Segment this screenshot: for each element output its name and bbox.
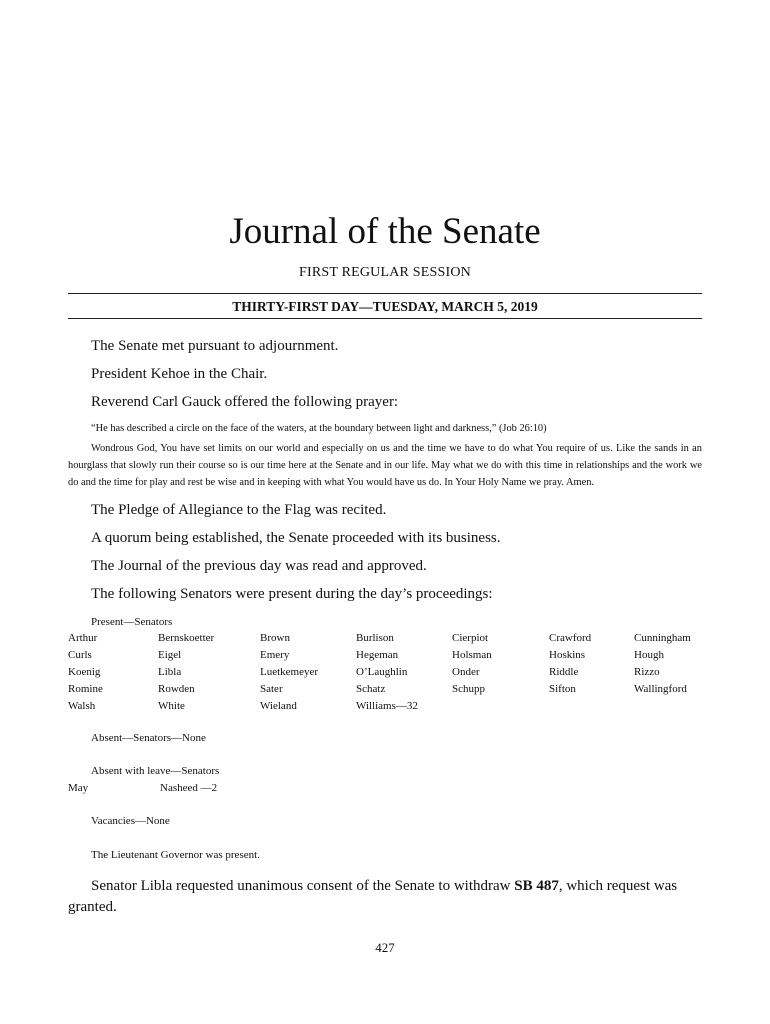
present-senator: Schupp xyxy=(452,683,485,695)
scripture-quote: “He has described a circle on the face of the waters, at the boundary between light and darkness,” (Job 26:10) xyxy=(91,423,547,434)
vacancies-label: Vacancies—None xyxy=(91,815,170,827)
absent-leave-senator: May xyxy=(68,782,89,794)
top-rule xyxy=(68,293,702,294)
withdraw-text-before: Senator Libla requested unanimous consent of the Senate to withdraw xyxy=(91,878,515,894)
day-heading: THIRTY-FIRST DAY—TUESDAY, MARCH 5, 2019 xyxy=(232,299,538,314)
bottom-rule xyxy=(68,318,702,319)
present-senator: Sater xyxy=(260,683,283,695)
prayer-text: Wondrous God, You have set limits on our world and especially on us and the time we have to do what You require of us. Like the sands in an hourglass that slowly run their course so is our time here at the Senate and in our life. May what we do with this time in relationships and the work we do and the time for play and rest be wise and in keeping with what You would have us do. In Your Holy Name we pray. Amen. xyxy=(68,443,702,488)
present-senator: Cunningham xyxy=(634,632,691,644)
present-senator: Burlison xyxy=(356,632,394,644)
absent-label: Absent—Senators—None xyxy=(91,732,206,744)
present-senator: Wallingford xyxy=(634,683,687,695)
present-senator: Eigel xyxy=(158,649,182,661)
present-senator: Libla xyxy=(158,666,182,678)
present-senator: O’Laughlin xyxy=(356,666,408,678)
withdraw-text-after: , which request was granted. xyxy=(68,878,678,915)
present-senator: Hough xyxy=(634,649,664,661)
present-senator: Emery xyxy=(260,649,290,661)
present-intro-paragraph: The following Senators were present during the day’s proceedings: xyxy=(91,586,493,602)
journal-title: Journal of the Senate xyxy=(229,211,541,252)
page-number: 427 xyxy=(375,940,395,955)
present-senator: Walsh xyxy=(68,700,96,712)
session-heading: FIRST REGULAR SESSION xyxy=(299,265,471,280)
present-senator: Arthur xyxy=(68,632,98,644)
present-senator: White xyxy=(158,700,185,712)
journal-approved-paragraph: The Journal of the previous day was read and approved. xyxy=(91,558,427,574)
pledge-paragraph: The Pledge of Allegiance to the Flag was recited. xyxy=(91,502,387,518)
adjournment-paragraph: The Senate met pursuant to adjournment. xyxy=(91,338,339,354)
present-senator: Cierpiot xyxy=(452,632,489,644)
present-senator: Holsman xyxy=(452,649,492,661)
quorum-paragraph: A quorum being established, the Senate proceeded with its business. xyxy=(91,530,501,546)
present-senator: Curls xyxy=(68,649,92,661)
withdraw-paragraph xyxy=(68,876,702,918)
present-senator: Hegeman xyxy=(356,649,399,661)
bill-number: SB 487 xyxy=(514,878,559,894)
present-label: Present—Senators xyxy=(91,616,173,628)
present-senator: Onder xyxy=(452,666,480,678)
prayer-intro-paragraph: Reverend Carl Gauck offered the following prayer: xyxy=(91,394,399,410)
present-senator: Luetkemeyer xyxy=(260,666,319,678)
present-senator: Bernskoetter xyxy=(158,632,215,644)
present-senator: Schatz xyxy=(356,683,386,695)
present-senator: Sifton xyxy=(549,683,576,695)
present-senator: Romine xyxy=(68,683,103,695)
president-paragraph: President Kehoe in the Chair. xyxy=(91,366,268,382)
present-senator: Williams—32 xyxy=(356,700,418,712)
present-senator: Wieland xyxy=(260,700,297,712)
absent-with-leave-label: Absent with leave—Senators xyxy=(91,765,220,777)
present-senator: Hoskins xyxy=(549,649,586,661)
present-senator: Crawford xyxy=(549,632,592,644)
present-senator: Rowden xyxy=(158,683,195,695)
present-senator: Riddle xyxy=(549,666,579,678)
absent-leave-senator: Nasheed —2 xyxy=(160,782,218,794)
present-senator: Brown xyxy=(260,632,290,644)
present-senator: Koenig xyxy=(68,666,101,678)
lt-governor-note: The Lieutenant Governor was present. xyxy=(91,849,260,861)
present-senator: Rizzo xyxy=(634,666,660,678)
